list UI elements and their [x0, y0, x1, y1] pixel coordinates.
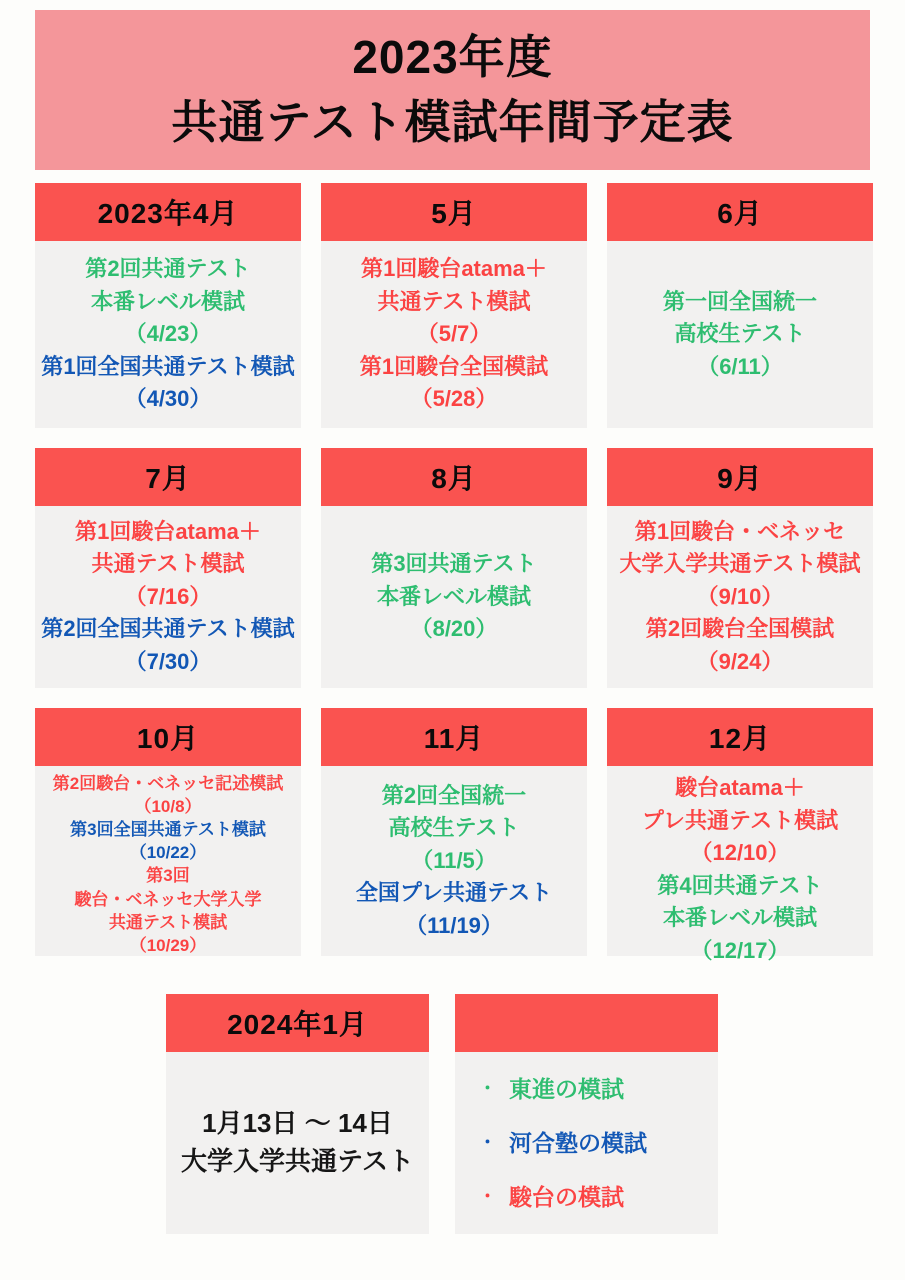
month-card-2023-08	[321, 448, 587, 688]
month-card-2023-12	[607, 708, 873, 963]
event-line: （7/30）	[124, 648, 212, 674]
month-card-2023-07	[35, 448, 301, 688]
event-line: 第1回駿台atama＋	[75, 518, 261, 544]
month-body-2023-11	[321, 766, 587, 956]
month-header-2023-12: 12月	[607, 708, 873, 766]
event-line: 駿台atama＋	[675, 775, 805, 800]
event-line: 高校生テスト	[388, 815, 520, 841]
january-dates: 1月13日 ～ 14日	[202, 1108, 393, 1139]
event-line: （4/23）	[124, 321, 212, 347]
month-card-2023-06	[607, 183, 873, 428]
event-line: プレ共通テスト模試	[641, 807, 839, 833]
title-banner	[35, 10, 870, 170]
event-line: （11/5）	[411, 847, 497, 873]
event-line: 大学入学共通テスト模試	[619, 551, 861, 577]
event-line: 第2回全国統一	[381, 782, 527, 808]
january-card-header: 2024年1月	[166, 994, 429, 1052]
month-body-2023-09	[607, 506, 873, 688]
event-line: 第2回駿台・ベネッセ記述模試	[52, 774, 284, 793]
event-line: （10/29）	[129, 935, 207, 955]
month-header-2023-09: 9月	[607, 448, 873, 506]
month-card-2023-10	[35, 708, 301, 956]
bottom-row	[0, 994, 905, 1234]
month-header-2023-08: 8月	[321, 448, 587, 506]
event-line: 第2回共通テスト	[85, 256, 251, 282]
event-line: （4/30）	[124, 386, 212, 412]
january-event: 大学入学共通テスト	[181, 1146, 414, 1176]
event-line: 第2回駿台全国模試	[645, 616, 835, 642]
legend-label: 河合塾の模試	[509, 1129, 647, 1156]
bullet-icon: ・	[479, 1133, 496, 1153]
month-header-2023-04: 2023年4月	[35, 183, 301, 241]
poster-title-year: 2023年度	[352, 30, 553, 83]
legend-label: 駿台の模試	[509, 1184, 624, 1211]
month-body-2023-10	[35, 766, 301, 963]
month-body-2023-05	[321, 241, 587, 428]
bullet-icon: ・	[479, 1079, 496, 1099]
month-card-2023-04	[35, 183, 301, 428]
month-card-2023-09	[607, 448, 873, 688]
month-header-2023-06: 6月	[607, 183, 873, 241]
month-header-2023-07: 7月	[35, 448, 301, 506]
event-line: 共通テスト模試	[91, 551, 245, 577]
event-line: 共通テスト模試	[377, 288, 531, 314]
event-line: 第1回駿台atama＋	[361, 256, 547, 282]
month-body-2023-12	[607, 766, 873, 973]
event-line: 第3回共通テスト	[371, 551, 537, 577]
event-line: 高校生テスト	[674, 321, 806, 347]
event-line: （6/11）	[697, 353, 783, 379]
event-line: （5/28）	[410, 386, 498, 412]
legend-label: 東進の模試	[509, 1075, 624, 1102]
event-line: （9/24）	[696, 648, 784, 674]
legend-body	[455, 1052, 718, 1234]
event-line: （10/8）	[134, 797, 202, 817]
poster-title-main: 共通テスト模試年間予定表	[171, 96, 734, 148]
event-line: （7/16）	[124, 583, 212, 609]
month-header-2023-10: 10月	[35, 708, 301, 766]
legend-item	[479, 1126, 647, 1160]
event-line: 第3回	[146, 866, 190, 886]
event-line: （9/10）	[696, 583, 784, 609]
month-header-2023-11: 11月	[321, 708, 587, 766]
event-line: （8/20）	[410, 616, 498, 642]
event-line: 第3回全国共通テスト模試	[70, 820, 266, 840]
event-line: 第4回共通テスト	[657, 872, 823, 898]
month-body-2023-06	[607, 241, 873, 428]
event-line: （12/17）	[690, 937, 790, 963]
event-line: 共通テスト模試	[108, 912, 228, 932]
event-line: （12/10）	[690, 840, 790, 866]
event-line: 第1回駿台全国模試	[359, 353, 549, 379]
event-line: 本番レベル模試	[376, 583, 531, 609]
event-line: （10/22）	[129, 843, 207, 863]
legend-card	[455, 994, 718, 1234]
event-line: 駿台・ベネッセ大学入学	[74, 889, 262, 909]
event-line: 第1回駿台・ベネッセ	[634, 518, 846, 544]
event-line: 本番レベル模試	[662, 905, 817, 931]
event-line: 本番レベル模試	[90, 288, 245, 314]
legend-item	[479, 1072, 624, 1106]
month-card-2023-11	[321, 708, 587, 956]
event-line: 第1回全国共通テスト模試	[41, 353, 295, 379]
event-line: 第2回全国共通テスト模試	[41, 616, 295, 642]
months-grid	[35, 183, 873, 963]
month-body-2023-04	[35, 241, 301, 428]
january-card	[166, 994, 429, 1234]
legend-card-header	[455, 994, 718, 1052]
event-line: （11/19）	[405, 912, 503, 938]
event-line: （5/7）	[416, 321, 492, 347]
month-header-2023-05: 5月	[321, 183, 587, 241]
bullet-icon: ・	[479, 1187, 496, 1207]
legend-item	[479, 1180, 624, 1214]
month-body-2023-08	[321, 506, 587, 688]
month-card-2023-05	[321, 183, 587, 428]
month-body-2023-07	[35, 506, 301, 688]
event-line: 全国プレ共通テスト	[355, 880, 553, 906]
january-card-body	[166, 1052, 429, 1234]
event-line: 第一回全国統一	[662, 288, 817, 314]
